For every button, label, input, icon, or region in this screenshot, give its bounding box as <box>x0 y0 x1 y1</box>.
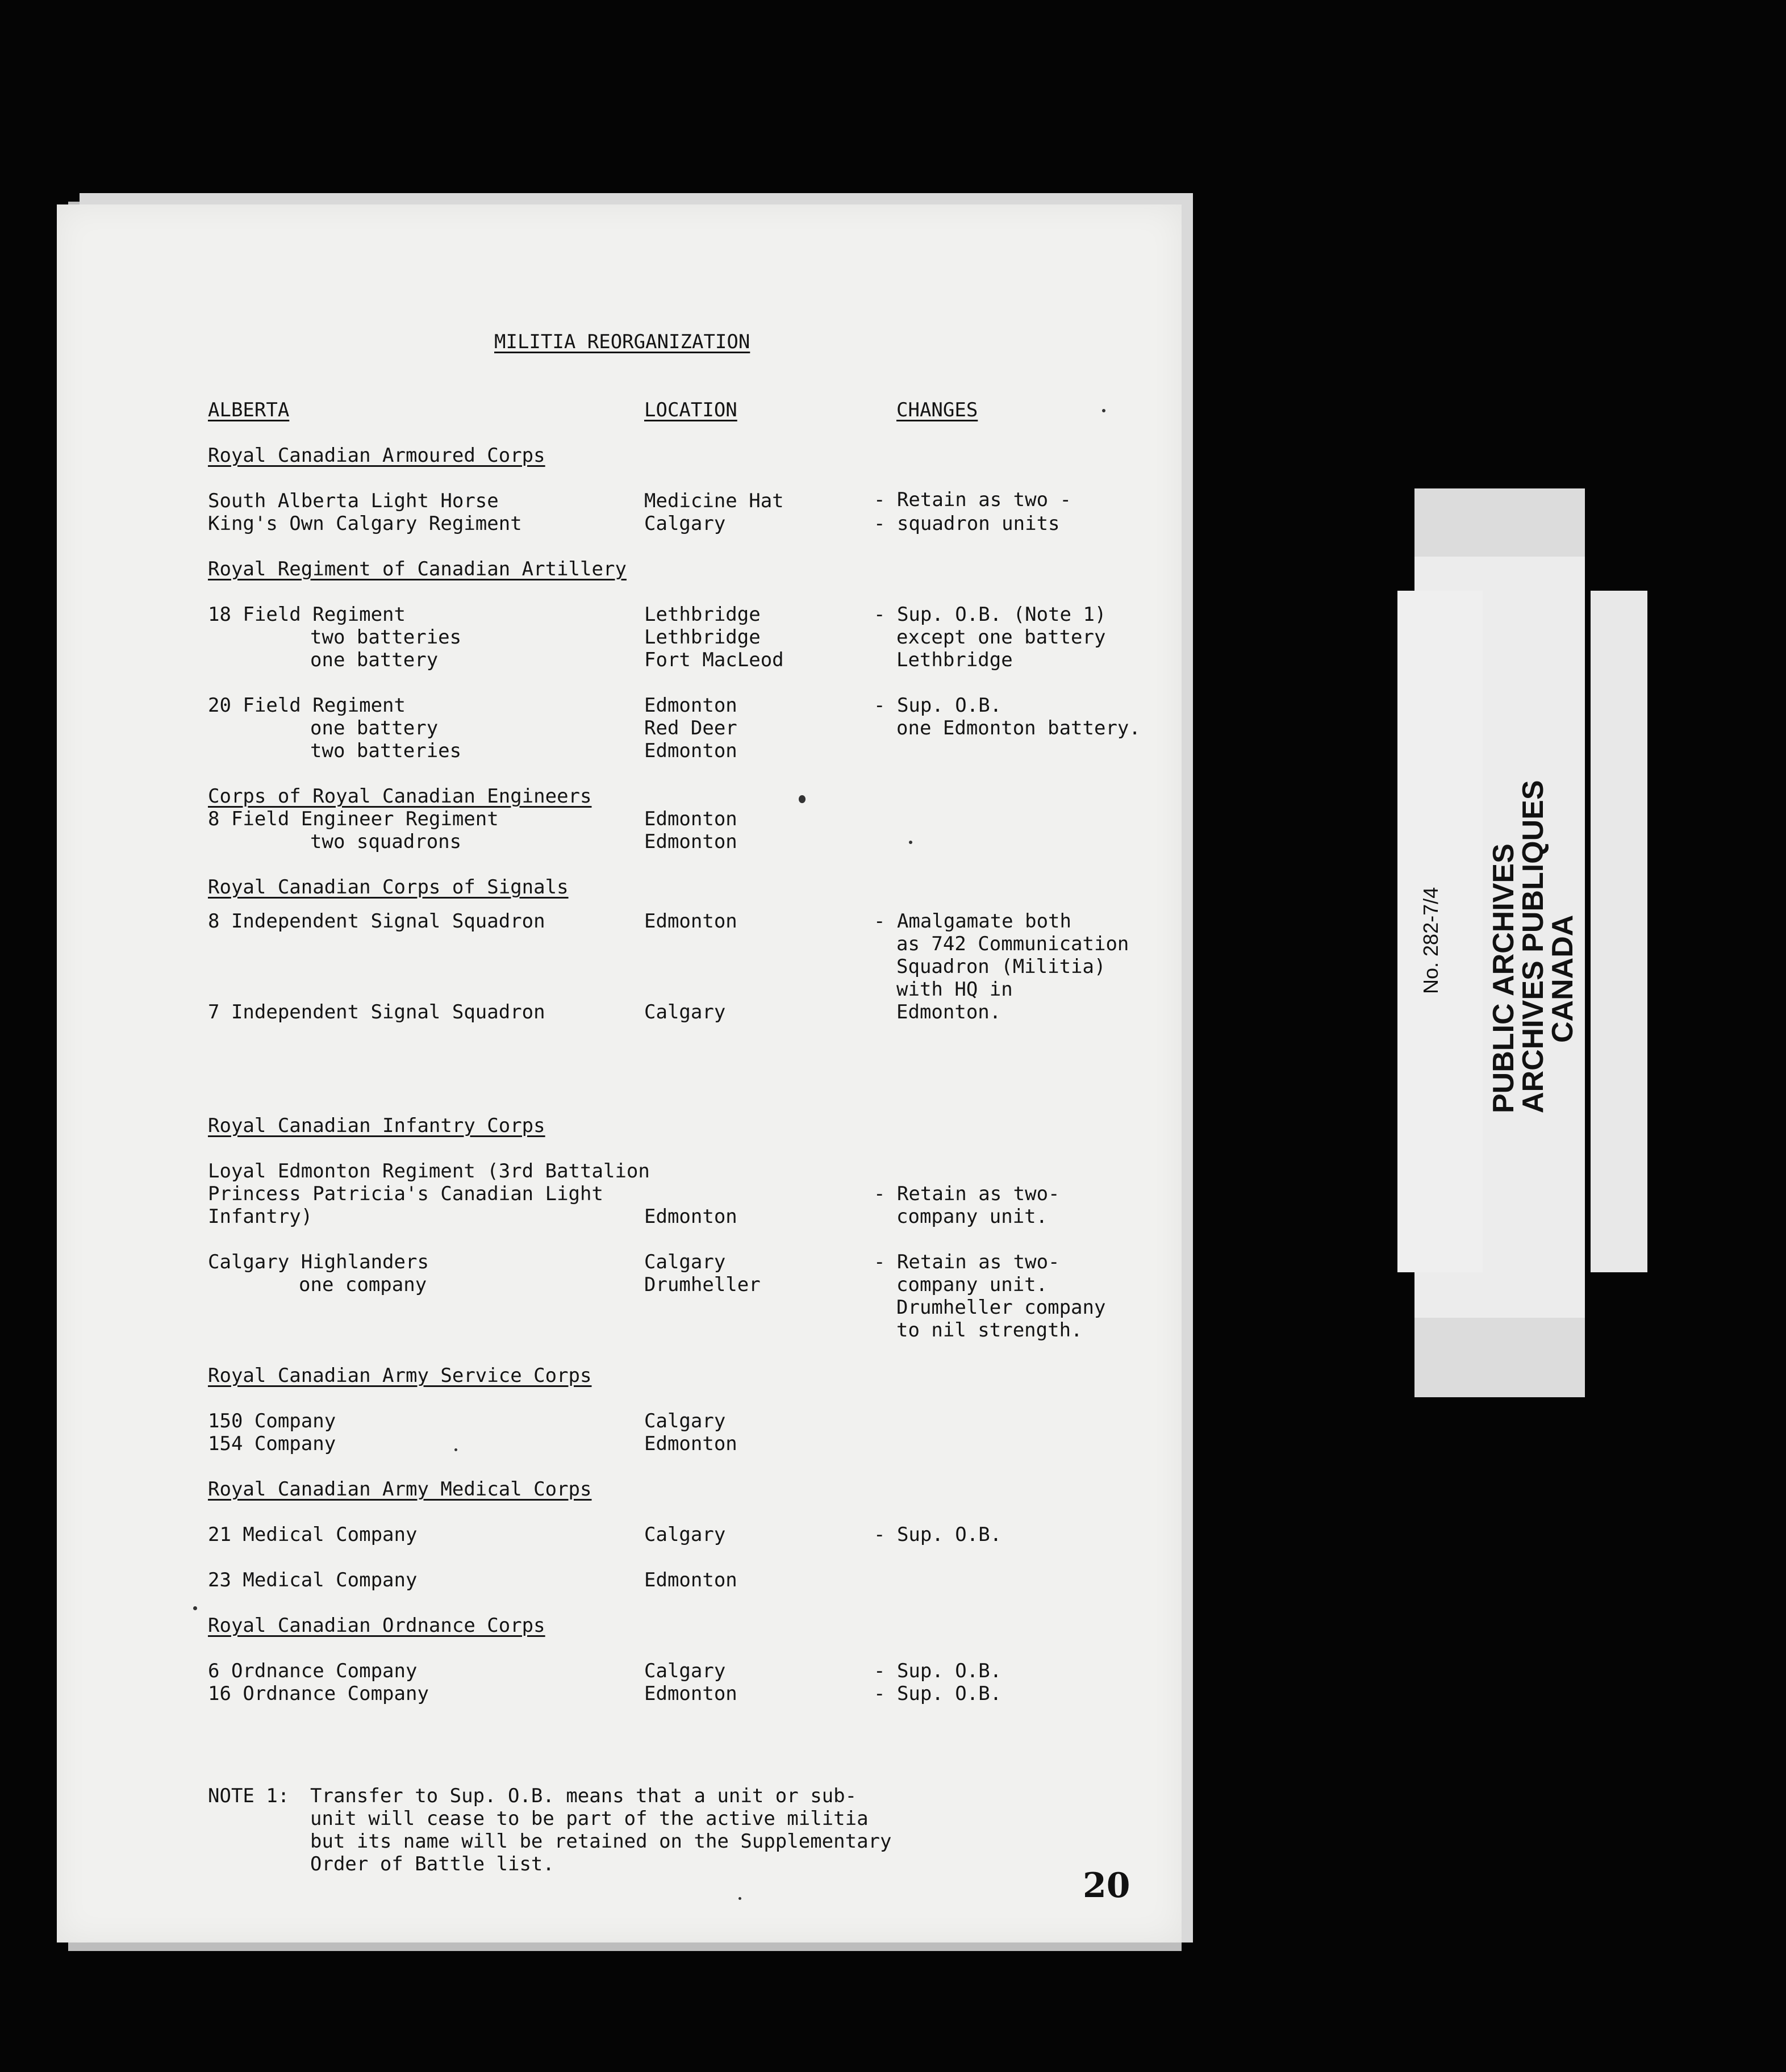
section-heading: Royal Canadian Armoured Corps <box>208 444 545 467</box>
change-cell: as 742 Communication <box>896 933 1129 955</box>
unit-cell: one company <box>299 1273 427 1296</box>
archive-tag-right-strip <box>1591 591 1647 1272</box>
unit-cell: 7 Independent Signal Squadron <box>208 1001 545 1024</box>
header-location: LOCATION <box>644 399 737 421</box>
document-title: MILITIA REORGANIZATION <box>494 331 750 353</box>
archive-stamp-line-1: PUBLIC ARCHIVES <box>1487 843 1520 1113</box>
location-cell: Calgary <box>644 1001 726 1024</box>
scan-speck <box>909 841 912 844</box>
change-cell: with HQ in <box>896 978 1013 1001</box>
scan-speck <box>454 1448 457 1451</box>
scan-speck <box>193 1606 197 1610</box>
location-cell: Lethbridge <box>644 603 761 626</box>
unit-cell: Loyal Edmonton Regiment (3rd Battalion <box>208 1160 650 1183</box>
unit-cell: Infantry) <box>208 1205 313 1228</box>
unit-cell: 8 Independent Signal Squadron <box>208 910 545 933</box>
unit-cell: one battery <box>310 717 439 740</box>
location-cell: Edmonton <box>644 694 737 717</box>
change-cell: - Retain as two- <box>874 1183 1060 1205</box>
change-cell: - Amalgamate both <box>874 910 1071 933</box>
unit-cell: Calgary Highlanders <box>208 1251 429 1273</box>
location-cell: Edmonton <box>644 808 737 830</box>
location-cell: Red Deer <box>644 717 737 740</box>
page-number: 20 <box>1083 1866 1130 1906</box>
location-cell: Calgary <box>644 512 726 535</box>
archive-reference-number: No. 282-7/4 <box>1419 887 1442 994</box>
change-cell: - squadron units <box>874 512 1060 535</box>
unit-cell: 21 Medical Company <box>208 1523 418 1546</box>
location-cell: Edmonton <box>644 1432 737 1455</box>
scan-speck <box>799 795 806 803</box>
note-line: Order of Battle list. <box>310 1853 554 1875</box>
unit-cell: 150 Company <box>208 1410 336 1432</box>
change-cell: one Edmonton battery. <box>896 717 1141 740</box>
note-line: but its name will be retained on the Supplementary <box>310 1830 892 1853</box>
unit-cell: two squadrons <box>310 830 462 853</box>
section-heading: Royal Canadian Ordnance Corps <box>208 1614 545 1637</box>
location-cell: Edmonton <box>644 1569 737 1591</box>
location-cell: Calgary <box>644 1410 726 1432</box>
document-page <box>57 204 1182 1943</box>
change-cell: - Sup. O.B. <box>874 1660 1002 1682</box>
unit-cell: 23 Medical Company <box>208 1569 418 1591</box>
header-province: ALBERTA <box>208 399 290 421</box>
section-heading: Royal Canadian Army Medical Corps <box>208 1478 592 1501</box>
change-cell: Lethbridge <box>896 649 1013 671</box>
location-cell: Calgary <box>644 1523 726 1546</box>
section-heading: Royal Canadian Army Service Corps <box>208 1364 592 1387</box>
unit-cell: 6 Ordnance Company <box>208 1660 418 1682</box>
unit-cell: 20 Field Regiment <box>208 694 406 717</box>
archive-tag-top-tab <box>1414 488 1585 557</box>
location-cell: Edmonton <box>644 910 737 933</box>
section-heading: Royal Canadian Infantry Corps <box>208 1114 545 1137</box>
change-cell: Squadron (Militia) <box>896 955 1106 978</box>
change-cell: except one battery <box>896 626 1106 649</box>
location-cell: Edmonton <box>644 740 737 762</box>
change-cell: company unit. <box>896 1273 1048 1296</box>
unit-cell: South Alberta Light Horse <box>208 490 499 512</box>
location-cell: Edmonton <box>644 1205 737 1228</box>
location-cell: Edmonton <box>644 830 737 853</box>
unit-cell: 154 Company <box>208 1432 336 1455</box>
section-heading: Corps of Royal Canadian Engineers <box>208 785 592 808</box>
location-cell: Drumheller <box>644 1273 761 1296</box>
location-cell: Calgary <box>644 1660 726 1682</box>
note-line: unit will cease to be part of the active militia <box>310 1807 869 1830</box>
location-cell: Edmonton <box>644 1682 737 1705</box>
change-cell: - Retain as two - <box>874 488 1071 511</box>
scan-speck <box>1102 409 1105 412</box>
unit-cell: 18 Field Regiment <box>208 603 406 626</box>
unit-cell: Princess Patricia's Canadian Light <box>208 1183 603 1205</box>
unit-cell: two batteries <box>310 626 462 649</box>
change-cell: - Sup. O.B. <box>874 1682 1002 1705</box>
change-cell: - Sup. O.B. (Note 1) <box>874 603 1107 626</box>
unit-cell: two batteries <box>310 740 462 762</box>
change-cell: Edmonton. <box>896 1001 1002 1024</box>
section-heading: Royal Canadian Corps of Signals <box>208 876 569 899</box>
note-label: NOTE 1: <box>208 1785 290 1807</box>
location-cell: Fort MacLeod <box>644 649 784 671</box>
change-cell: to nil strength. <box>896 1319 1083 1342</box>
unit-cell: one battery <box>310 649 439 671</box>
change-cell: - Retain as two- <box>874 1251 1060 1273</box>
unit-cell: King's Own Calgary Regiment <box>208 512 522 535</box>
archive-tag-bottom-tab <box>1414 1318 1585 1397</box>
change-cell: - Sup. O.B. <box>874 694 1002 717</box>
location-cell: Lethbridge <box>644 626 761 649</box>
scan-speck <box>738 1897 741 1900</box>
header-changes: CHANGES <box>896 399 978 421</box>
change-cell: - Sup. O.B. <box>874 1523 1002 1546</box>
archive-stamp-line-3: CANADA <box>1546 914 1579 1043</box>
section-heading: Royal Regiment of Canadian Artillery <box>208 558 627 580</box>
change-cell: company unit. <box>896 1205 1048 1228</box>
unit-cell: 16 Ordnance Company <box>208 1682 429 1705</box>
archive-stamp-line-2: ARCHIVES PUBLIQUES <box>1517 780 1550 1113</box>
location-cell: Medicine Hat <box>644 490 784 512</box>
change-cell: Drumheller company <box>896 1296 1106 1319</box>
location-cell: Calgary <box>644 1251 726 1273</box>
unit-cell: 8 Field Engineer Regiment <box>208 808 499 830</box>
note-line: Transfer to Sup. O.B. means that a unit or sub- <box>310 1785 857 1807</box>
